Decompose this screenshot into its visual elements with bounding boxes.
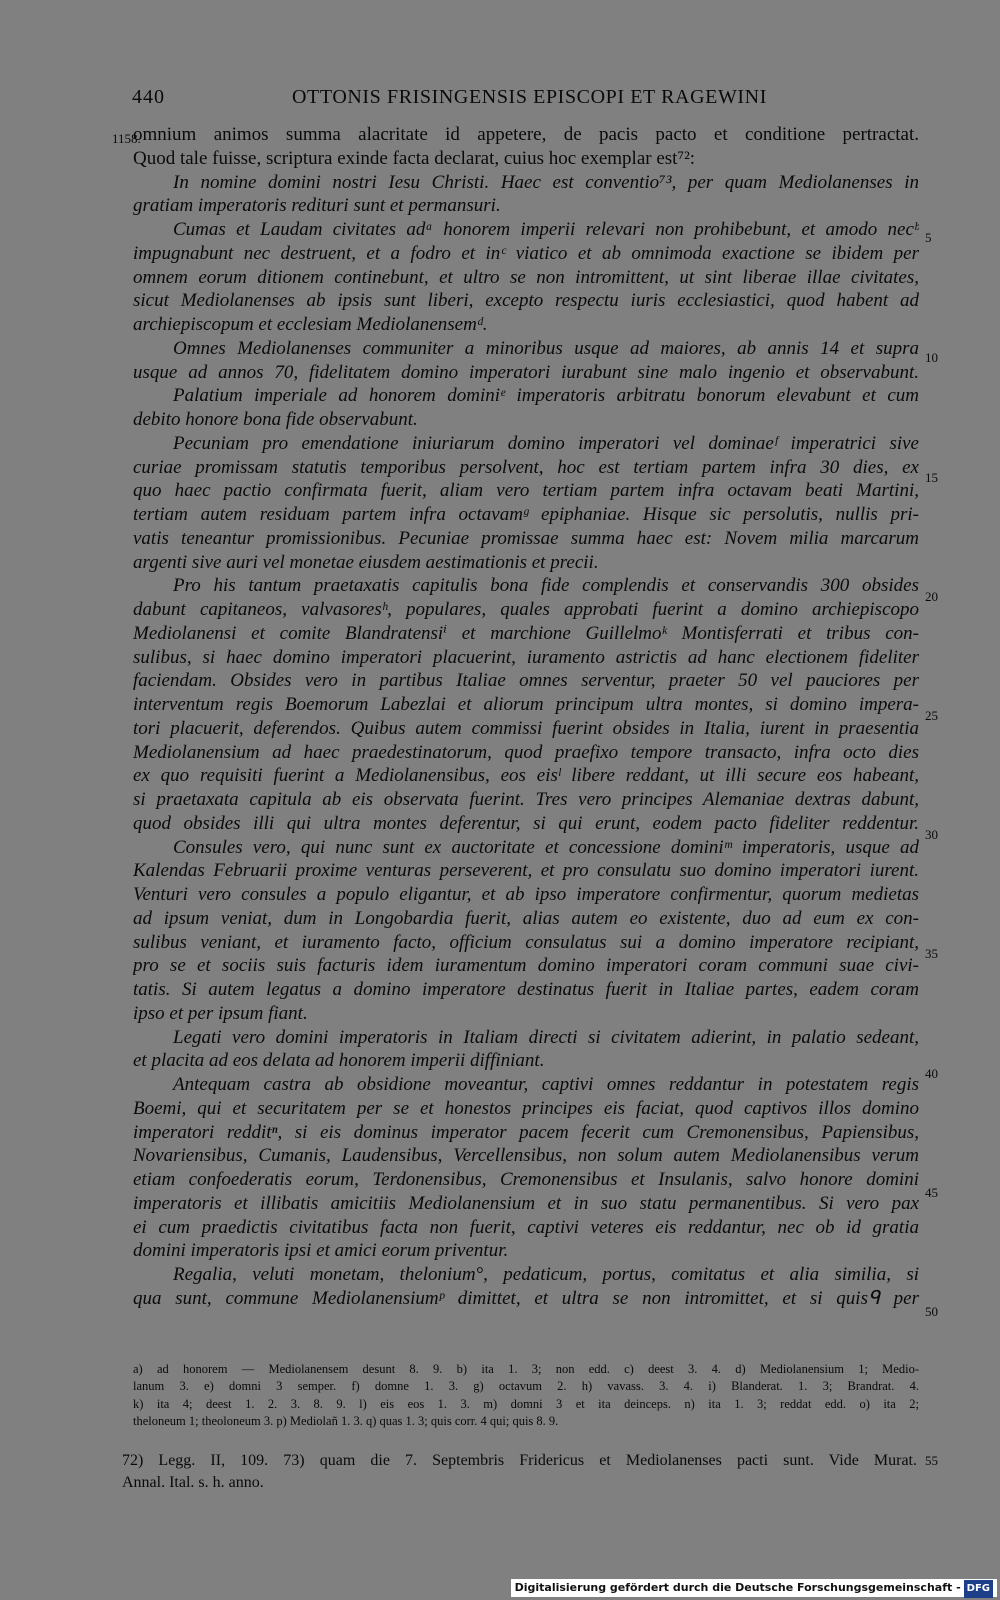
text-line: archiepiscopum et ecclesiam Mediolanensemᵈ. (133, 314, 488, 335)
text-line: imperatori redditⁿ, si eis dominus imperator pacem fecerit cum Cremonensibus, Papiensibus, (133, 1121, 919, 1143)
text-line: quo haec pactio confirmata fuerit, aliam vero tertiam partem infra octavam beati Martini, (133, 480, 919, 502)
text-line: tori placuerit, deferendos. Quibus autem commissi fuerint obsides in Italia, iurent in praesentia (133, 717, 919, 739)
text-line: Pecuniam pro emendatione iniuriarum domino imperatori vel dominaeᶠ imperatrici sive (173, 432, 919, 454)
main-text (133, 123, 919, 1311)
line-number: 5 (925, 230, 932, 245)
apparatus-line: theloneum 1; theoloneum 3. p) Mediolañ 1. 3. q) quas 1. 3; quis corr. 4 qui; quis 8. 9. (133, 1413, 559, 1428)
text-line: Antequam castra ab obsidione moveantur, captivi omnes reddantur in potestatem regis (173, 1074, 919, 1095)
text-line: debito honore bona fide observabunt. (133, 409, 418, 430)
text-line: vatis teneantur promissionibus. Pecuniae promissae summa haec est: Novem milia marcarum (133, 527, 919, 549)
apparatus-line: lanum 3. e) domni 3 semper. f) domne 1. 3. g) octavum 2. h) vavass. 3. 4. i) Blanderat. 1. 3; Brandrat. 4. (133, 1379, 919, 1394)
text-line: tatis. Si autem legatus a domino imperatore destinatus fuerit in Italiae partes, eadem coram (133, 979, 919, 1000)
footnote-line: Annal. Ital. s. h. anno. (122, 1474, 264, 1491)
text-line: Mediolanensi et comite Blandratensiⁱ et marchione Guillelmoᵏ Montisferrati et tribus con- (133, 622, 919, 644)
text-line: qua sunt, commune Mediolanensiumᵖ dimittet, et ultra se non intromittet, et si quisᑫ per (133, 1287, 919, 1309)
text-line: ad ipsum veniat, dum in Longobardia fuerit, alias autem eo existente, duo ad eum ex con- (133, 907, 919, 929)
line-number: 10 (925, 350, 938, 365)
text-line: sulibus, si haec domino imperatori placuerint, iuramento astrictis ad hanc electionem fideliter (133, 646, 919, 668)
footnotes (122, 1450, 917, 1494)
text-line: Boemi, qui et securitatem per se et honestos principes eis faciat, quod captivos illos domino (133, 1097, 919, 1119)
text-line: Kalendas Februarii proxime venturas perseverent, et pro consulatu suo domino imperatori iurent. (133, 860, 919, 882)
text-line: Mediolanensium ad haec praedestinatorum, quod praefixo tempore transacto, infra octo dies (133, 741, 919, 763)
text-line: Pro his tantum praetaxatis capitulis bona fide complendis et conservandis 300 obsides (173, 575, 919, 597)
text-line: Venturi vero consules a populo eligantur, et ab ipso imperatore confirmentur, quorum medietas (133, 884, 919, 905)
line-number: 55 (925, 1453, 938, 1468)
text-line: Regalia, veluti monetam, thelonium°, pedaticum, portus, comitatus et alia similia, si (173, 1264, 919, 1285)
running-title: OTTONIS FRISINGENSIS EPISCOPI ET RAGEWINI (292, 86, 767, 108)
text-line: sulibus veniant, et iuramento facto, officium consulatus sui a domino imperatore recipiant, (133, 931, 919, 953)
text-line: usque ad annos 70, fidelitatem domino imperatori iurabunt sine malo ingenio et observabunt. (133, 361, 919, 383)
critical-apparatus (133, 1361, 919, 1430)
line-number: 30 (925, 827, 938, 842)
text-line: et placita ad eos delata ad honorem imperii diffiniant. (133, 1050, 545, 1072)
text-line: domini imperatoris ipsi et amici eorum priventur. (133, 1240, 509, 1262)
text-line: quod obsides illi qui ultra montes deferentur, si qui erunt, eodem pacto fideliter reddentur. (133, 812, 919, 834)
text-line: Omnes Mediolanenses communiter a minoribus usque ad maiores, ab annis 14 et supra (173, 337, 919, 359)
text-line: faciendam. Obsides vero in partibus Italiae omnes serventur, praeter 50 vel pauciores per (133, 670, 919, 692)
page-header (132, 86, 768, 112)
text-line: Novariensibus, Cumanis, Laudensibus, Vercellensibus, non solum autem Mediolanensibus verum (133, 1145, 919, 1167)
text-line: Quod tale fuisse, scriptura exinde facta declarat, cuius hoc exemplar est⁷²: (133, 147, 696, 169)
text-line: curiae promissam statutis temporibus persolvent, hoc est tertiam partem infra 30 dies, ex (133, 456, 919, 478)
text-line: tertiam autem residuam partem infra octavamᵍ epiphaniae. Hisque sic persolutis, nullis pri- (133, 504, 919, 525)
text-line: In nomine domini nostri Iesu Christi. Haec est conventio⁷³, per quam Mediolanenses in (173, 171, 919, 193)
text-line: Consules vero, qui nunc sunt ex auctoritate et concessione dominiᵐ imperatoris, usque ad (173, 836, 919, 858)
page-number: 440 (132, 86, 165, 108)
text-line: si praetaxata capitula ab eis observata fuerint. Tres vero principes Alemaniae dextras dabunt, (133, 789, 919, 810)
digitization-credit (511, 1579, 997, 1597)
line-number: 15 (925, 470, 938, 485)
line-number: 45 (925, 1185, 938, 1200)
line-number: 20 (925, 589, 938, 604)
apparatus-line: k) ita 4; deest 1. 2. 3. 8. 9. l) eis eos 1. 3. m) domni 3 et ita deinceps. n) ita 1. 3; reddat edd. o) ita 2; (133, 1396, 919, 1411)
dfg-logo: DFG (964, 1580, 993, 1598)
text-line: sicut Mediolanenses ab ipsis sunt liberi, excepto respectu iuris ecclesiastici, quod habent ad (133, 290, 919, 312)
line-number: 50 (925, 1304, 938, 1319)
credit-text: Digitalisierung gefördert durch die Deutsche Forschungsgemeinschaft - (514, 1581, 961, 1594)
text-line: ipso et per ipsum fiant. (133, 1002, 308, 1024)
text-line: Cumas et Laudam civitates adᵃ honorem imperii relevari non prohibebunt, et amodo necᵇ (173, 219, 919, 240)
text-line: interventum regis Boemorum Labezlai et aliorum principum ultra montes, si domino impera- (133, 694, 919, 715)
text-line: omnium animos summa alacritate id appetere, de pacis pacto et conditione pertractat. (133, 124, 919, 145)
text-line: argenti sive auri vel monetae eiusdem aestimationis et precii. (133, 551, 599, 573)
text-line: ei cum praedictis civitatibus facta non fuerit, captivi veteres eis reddantur, nec ob id gratia (133, 1216, 919, 1238)
text-line: omnem eorum ditionem continebunt, et ultro se non intromittent, ut sint liberae illae civitates, (133, 266, 919, 288)
text-line: pro se et sociis suis facturis idem iuramentum domino imperatori coram communi suae civi- (133, 955, 919, 977)
line-number: 35 (925, 946, 938, 961)
apparatus-line: a) ad honorem — Mediolanensem desunt 8. 9. b) ita 1. 3; non edd. c) deest 3. 4. d) Mediolanensium 1; Medio- (133, 1362, 919, 1376)
text-line: Palatium imperiale ad honorem dominiᵉ imperatoris arbitratu bonorum elevabunt et cum (173, 385, 919, 407)
text-line: imperatoris et illibatis amicitiis Mediolanensium et in suo statu permanentibus. Si vero pax (133, 1192, 919, 1214)
line-number: 40 (925, 1066, 938, 1081)
text-line: impugnabunt nec destruent, et a fodro et inᶜ viatico et ab omnimoda exactione se ibidem per (133, 242, 919, 264)
text-line: dabunt capitaneos, valvasoresʰ, populares, quales approbati fuerint a domino archiepiscopo (133, 599, 919, 620)
text-line: ex quo requisiti fuerint a Mediolanensibus, eos eisˡ libere reddant, ut illi secure eos habeant, (133, 765, 919, 787)
margin-year: 1158. (112, 131, 141, 146)
text-line: etiam confoederatis eorum, Terdonensibus, Cremonensibus et Insulanis, salvo honore domini (133, 1169, 919, 1190)
text-line: Legati vero domini imperatoris in Italiam directi si civitatem adierint, in palatio sedeant, (173, 1026, 919, 1048)
footnote-line: 72) Legg. II, 109. 73) quam die 7. Septembris Fridericus et Mediolanenses pacti sunt. Vide Murat. (122, 1452, 917, 1469)
line-number: 25 (925, 708, 938, 723)
text-line: gratiam imperatoris redituri sunt et permansuri. (133, 195, 501, 217)
